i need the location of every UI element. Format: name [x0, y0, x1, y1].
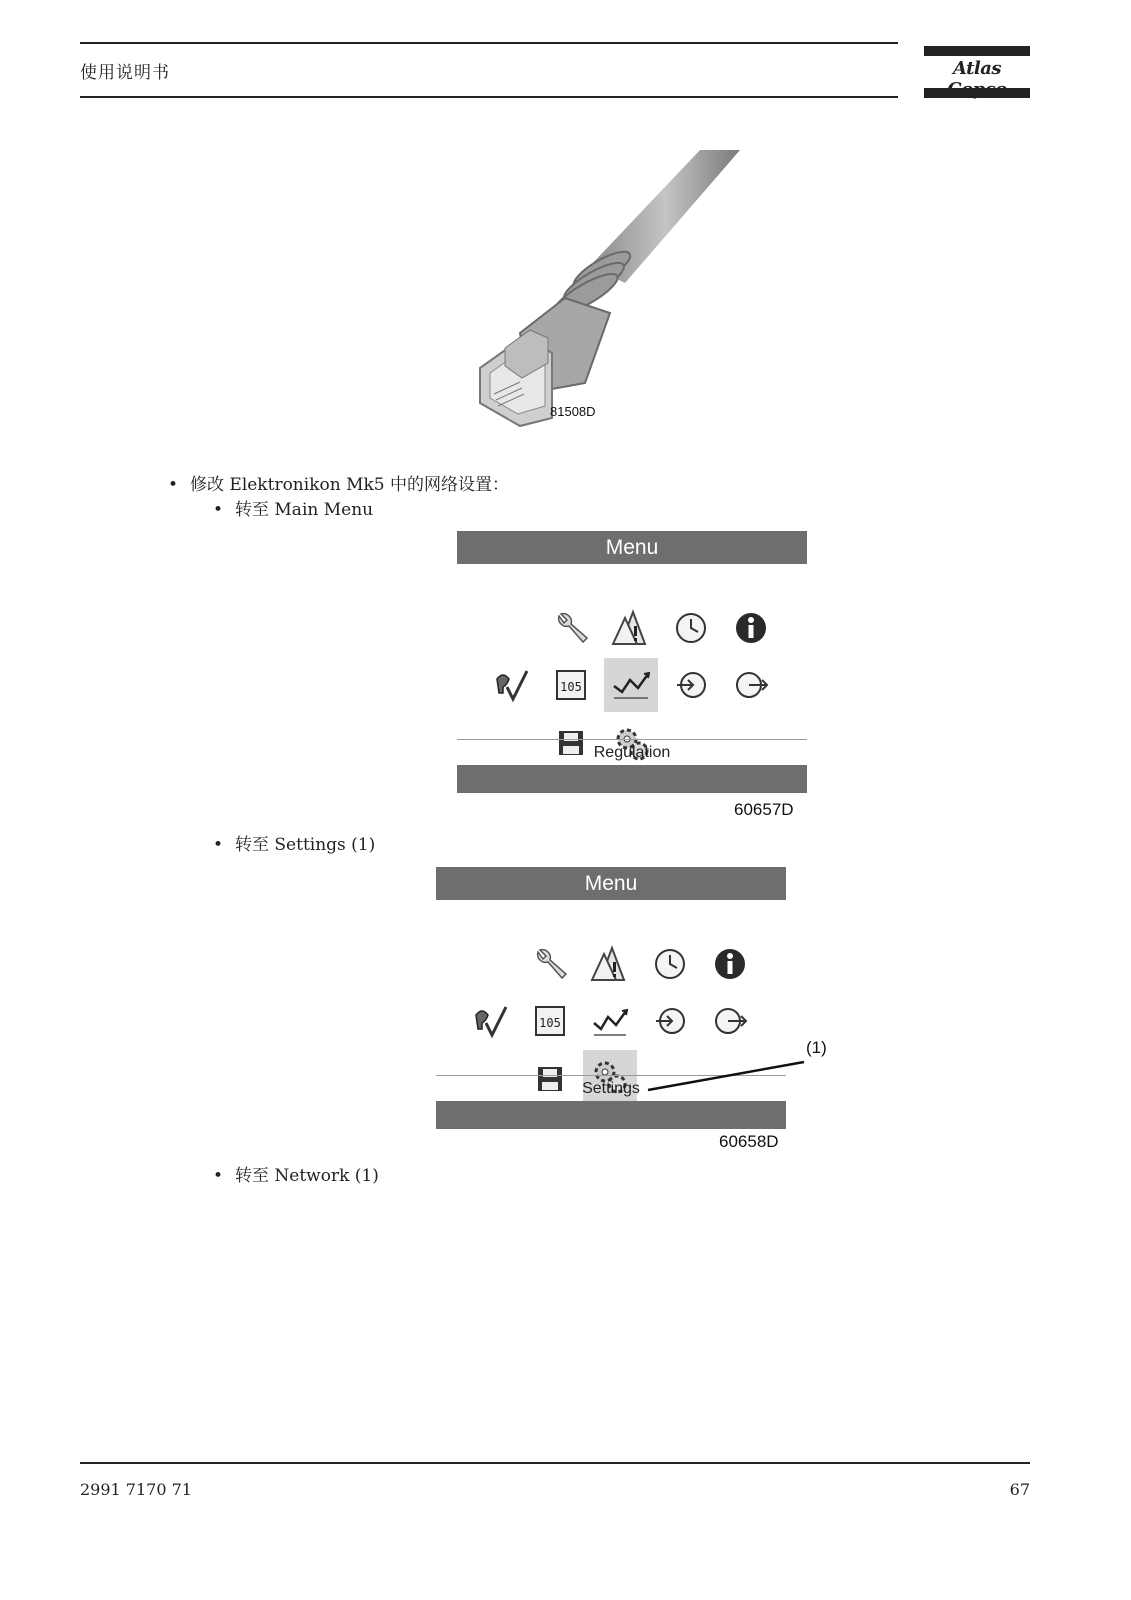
check-icon[interactable]	[466, 997, 514, 1045]
warning-icon[interactable]	[586, 940, 634, 988]
menu-title: Menu	[436, 867, 786, 900]
header-bottom-rule	[80, 96, 898, 98]
bullet-text: 转至 Network (1)	[235, 1166, 379, 1186]
bullet-goto-main-menu: • 转至 Main Menu	[213, 500, 374, 520]
counter-icon[interactable]	[547, 661, 595, 709]
figure-code-menu1: 60657D	[734, 800, 794, 819]
menu-status-label: Regulation	[593, 744, 671, 761]
brand-logo	[924, 46, 1030, 98]
bullet-goto-network: • 转至 Network (1)	[213, 1166, 379, 1186]
menu-bottom-bar	[457, 765, 807, 793]
wrench-icon[interactable]	[547, 604, 595, 652]
check-icon[interactable]	[487, 661, 535, 709]
input-icon[interactable]	[667, 661, 715, 709]
footer-page-number: 67	[1009, 1480, 1030, 1499]
counter-icon[interactable]	[526, 997, 574, 1045]
clock-icon[interactable]	[646, 940, 694, 988]
header-top-rule	[80, 42, 898, 44]
menu-screen-1	[457, 531, 807, 793]
menu-icon-grid	[457, 564, 807, 739]
figure-code-cable: 81508D	[550, 404, 596, 419]
bullet-text: 转至 Settings (1)	[235, 835, 376, 855]
menu-title: Menu	[457, 531, 807, 564]
counter-digits: 105	[560, 680, 582, 694]
bullet-text: 修改 Elektronikon Mk5 中的网络设置：	[190, 475, 510, 495]
ethernet-cable-image	[460, 148, 800, 438]
output-icon[interactable]	[727, 661, 775, 709]
brand-logo-text: Atlas	[952, 58, 1002, 79]
output-icon[interactable]	[706, 997, 754, 1045]
bullet-text: 转至 Main Menu	[235, 500, 374, 520]
menu-status-label: Settings	[582, 1080, 640, 1097]
callout-label: (1)	[806, 1038, 827, 1057]
footer-rule	[80, 1462, 1030, 1464]
figure-code-menu2: 60658D	[719, 1132, 779, 1151]
menu-icon-grid	[436, 900, 786, 1075]
menu-bottom-bar	[436, 1101, 786, 1129]
counter-digits: 105	[539, 1016, 561, 1030]
callout-line	[640, 1050, 810, 1100]
wrench-icon[interactable]	[526, 940, 574, 988]
header-title: 使用说明书	[80, 63, 170, 83]
bullet-goto-settings: • 转至 Settings (1)	[213, 835, 376, 855]
input-icon[interactable]	[646, 997, 694, 1045]
warning-icon[interactable]	[607, 604, 655, 652]
regulation-icon[interactable]	[586, 997, 634, 1045]
bullet-change-network: • 修改 Elektronikon Mk5 中的网络设置：	[168, 475, 510, 495]
info-icon[interactable]	[727, 604, 775, 652]
regulation-icon[interactable]	[604, 658, 658, 712]
clock-icon[interactable]	[667, 604, 715, 652]
status-divider	[457, 739, 807, 740]
info-icon[interactable]	[706, 940, 754, 988]
footer-doc-number: 2991 7170 71	[80, 1480, 192, 1499]
